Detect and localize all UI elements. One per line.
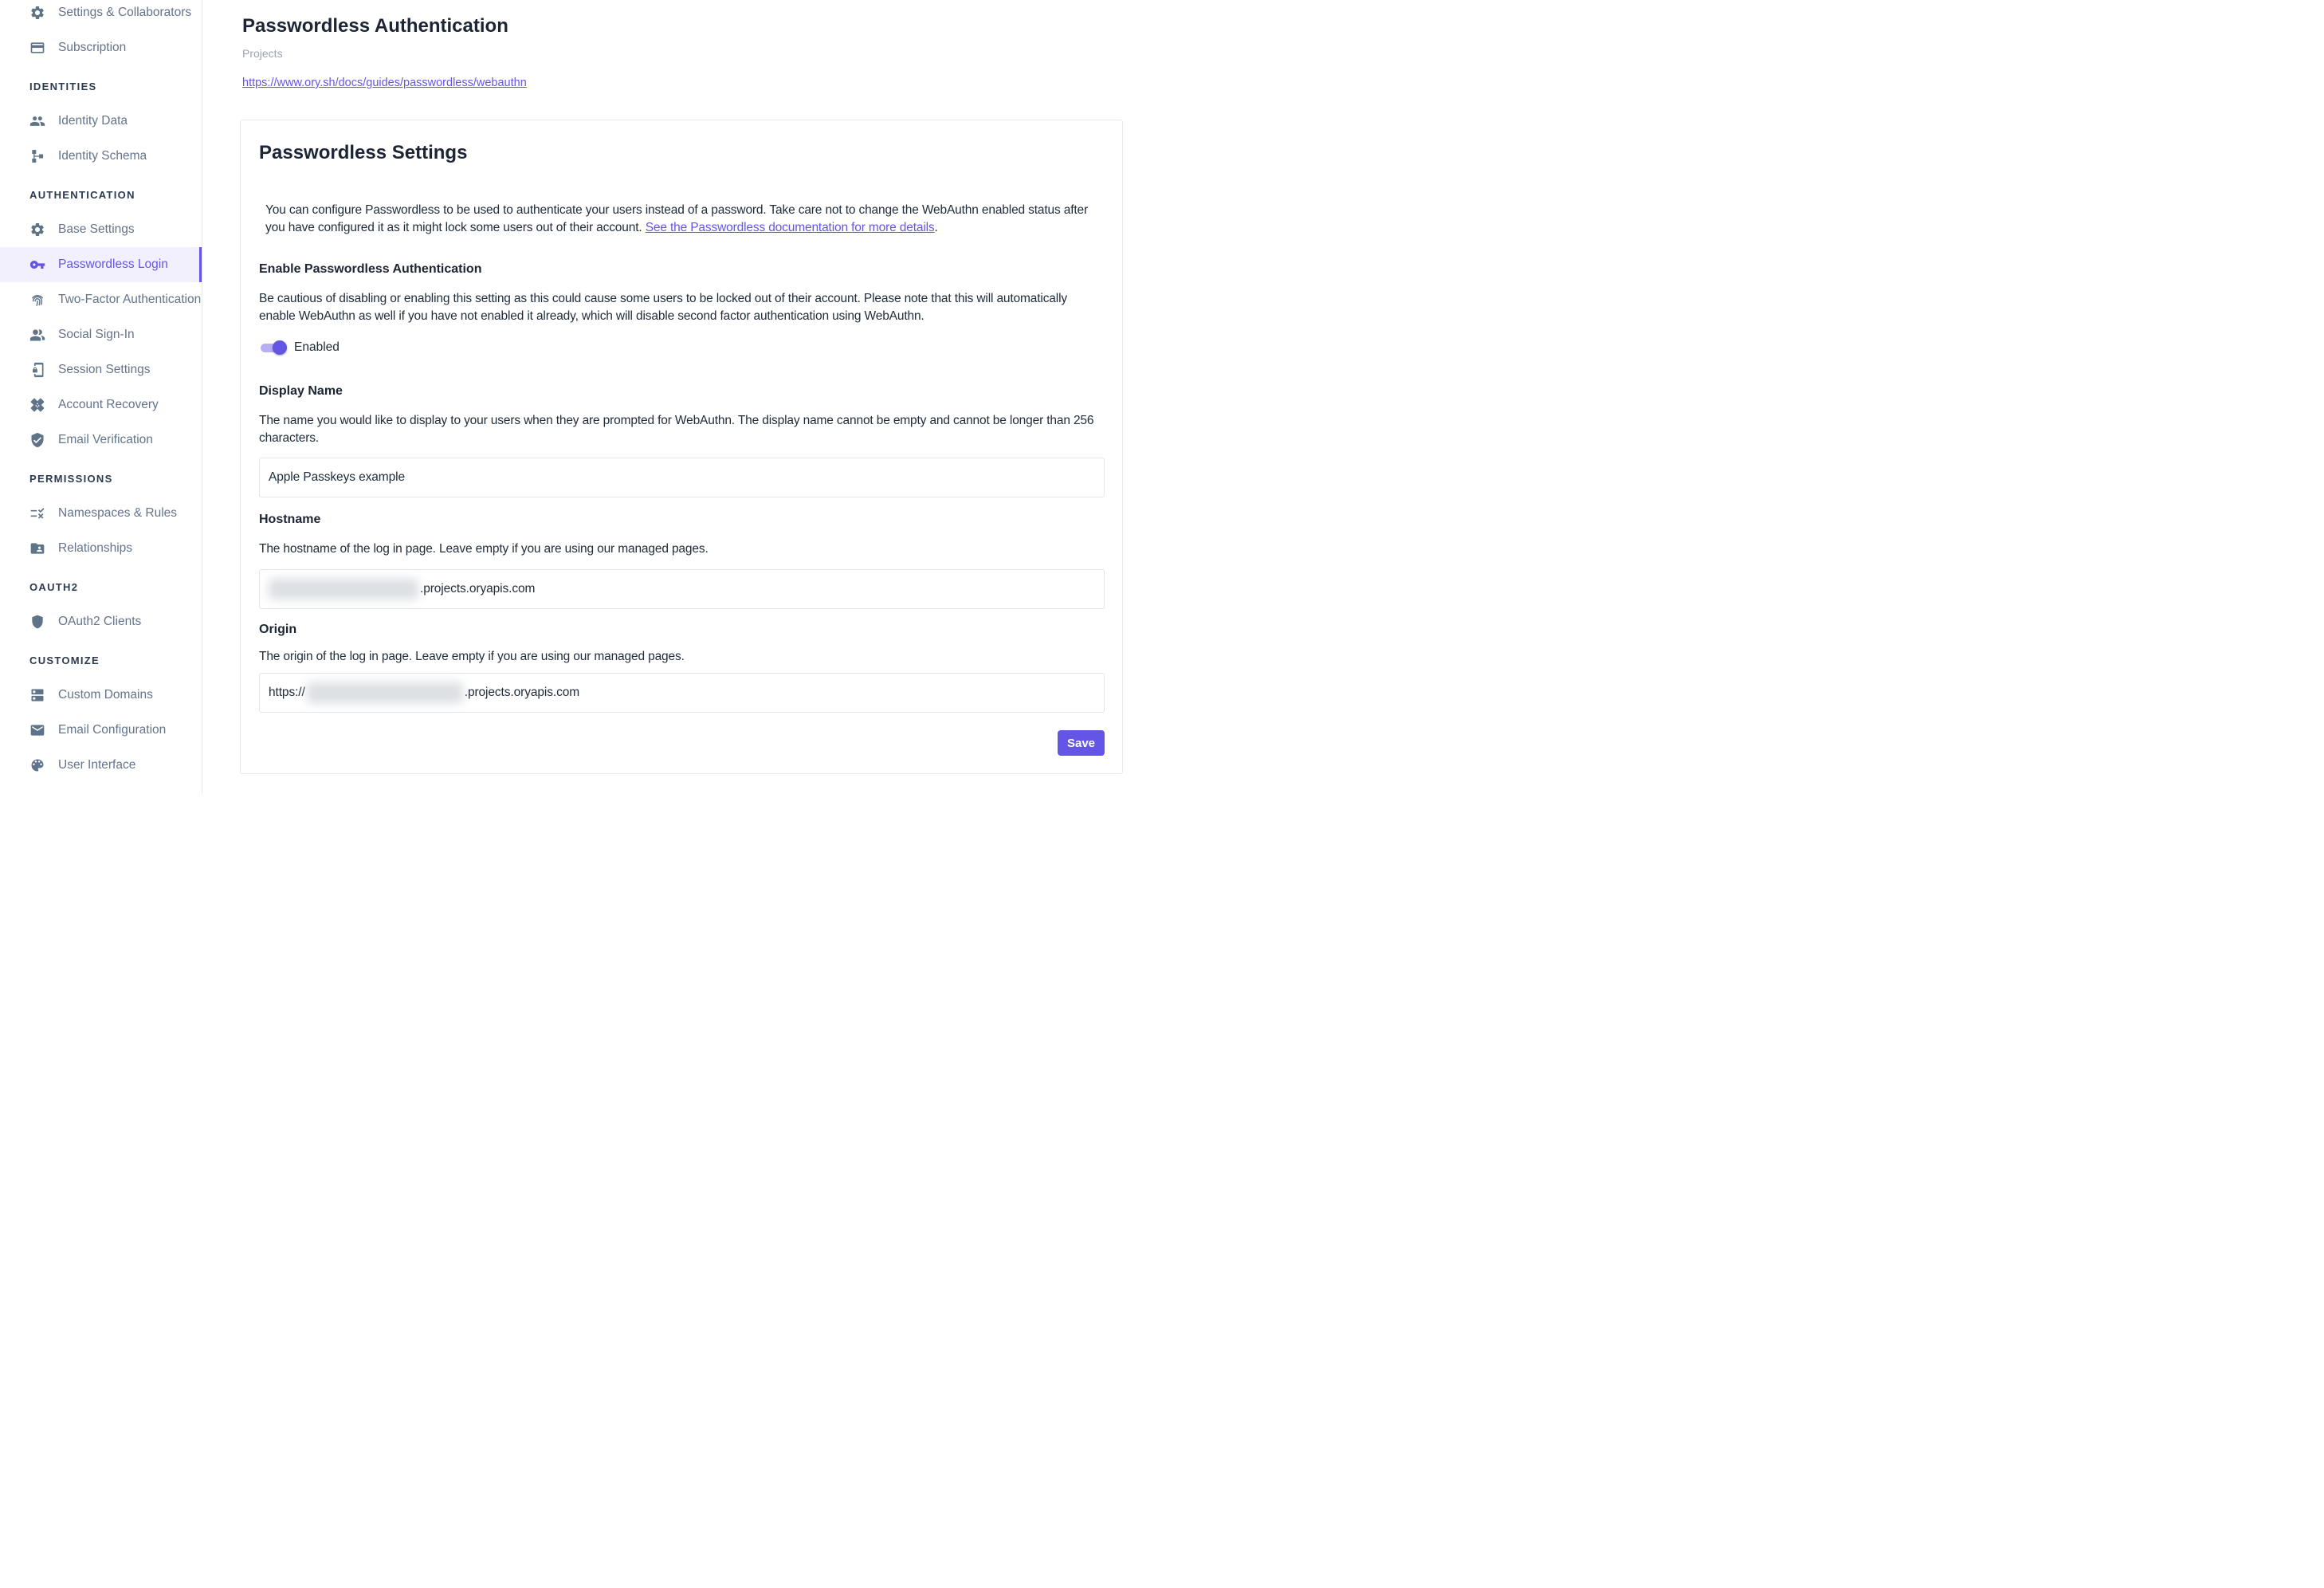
fingerprint-icon xyxy=(29,292,45,308)
sidebar-item-label: Email Configuration xyxy=(58,723,167,737)
sidebar-item-label: Relationships xyxy=(58,541,133,555)
enable-passwordless-heading: Enable Passwordless Authentication xyxy=(259,262,482,276)
intro-text-suffix: . xyxy=(934,220,938,234)
rule-icon xyxy=(29,505,45,521)
sidebar-item-session-settings[interactable] xyxy=(0,352,202,387)
shield-icon xyxy=(29,614,45,630)
sidebar-item-label: Email Verification xyxy=(58,433,153,446)
sidebar-item-identity-data[interactable] xyxy=(0,104,202,139)
card-actions xyxy=(259,730,1105,756)
display-name-heading: Display Name xyxy=(259,384,343,398)
dns-icon xyxy=(29,687,45,703)
sidebar-section-header-authentication: AUTHENTICATION xyxy=(29,189,135,201)
origin-input[interactable] xyxy=(259,673,1105,713)
toggle-state-label: Enabled xyxy=(294,340,340,354)
origin-heading: Origin xyxy=(259,622,297,636)
origin-description: The origin of the log in page. Leave empty if you are using our managed pages. xyxy=(259,649,685,663)
credit-card-icon xyxy=(29,40,45,56)
display-name-description: The name you would like to display to your users when they are prompted for WebAuthn. The display name cannot be empty and cannot be longer than 256 characters. xyxy=(259,414,1094,445)
sidebar xyxy=(0,0,202,794)
sidebar-section-header-customize: CUSTOMIZE xyxy=(29,654,100,666)
device-lock-icon xyxy=(29,362,45,378)
sidebar-item-email-verification[interactable] xyxy=(0,423,202,458)
sidebar-item-identity-schema[interactable] xyxy=(0,139,202,174)
sidebar-item-label: Identity Schema xyxy=(58,149,147,163)
passwordless-toggle[interactable] xyxy=(261,340,287,356)
card-title: Passwordless Settings xyxy=(259,142,468,163)
sidebar-item-email-configuration[interactable] xyxy=(0,713,202,748)
page-title: Passwordless Authentication xyxy=(242,15,508,37)
palette-icon xyxy=(29,757,45,773)
healing-icon xyxy=(29,397,45,413)
schema-icon xyxy=(29,148,45,164)
redacted-hostname-slug xyxy=(269,579,418,599)
sidebar-item-account-recovery[interactable] xyxy=(0,387,202,423)
sidebar-item-base-settings[interactable] xyxy=(0,212,202,247)
enable-passwordless-description: Be cautious of disabling or enabling this setting as this could cause some users to be locked out of their account. Please note that this will automatically enable WebAuthn as well if you have not enabled it already, which will disable second factor authentication using WebAuthn. xyxy=(259,292,1067,323)
hostname-heading: Hostname xyxy=(259,513,321,526)
sidebar-item-label: Subscription xyxy=(58,41,127,54)
sidebar-item-label: Session Settings xyxy=(58,363,151,376)
people-icon xyxy=(29,113,45,129)
sidebar-section-header-oauth2: OAUTH2 xyxy=(29,581,79,593)
origin-suffix: .projects.oryapis.com xyxy=(464,686,580,699)
save-button[interactable]: Save xyxy=(1058,730,1105,756)
sidebar-item-label: OAuth2 Clients xyxy=(58,615,142,628)
hostname-input[interactable] xyxy=(259,569,1105,609)
documentation-link[interactable]: https://www.ory.sh/docs/guides/passwordless/webauthn xyxy=(242,77,527,89)
gear-icon xyxy=(29,222,45,238)
sidebar-item-custom-domains[interactable] xyxy=(0,678,202,713)
sidebar-item-label: User Interface xyxy=(58,758,136,772)
sidebar-item-relationships[interactable] xyxy=(0,531,202,566)
people-alt-icon xyxy=(29,327,45,343)
sidebar-nav xyxy=(0,0,202,783)
sidebar-item-settings-collaborators[interactable] xyxy=(0,0,202,30)
intro-text xyxy=(265,202,1105,236)
folder-shared-icon xyxy=(29,540,45,556)
display-name-input[interactable] xyxy=(259,458,1105,497)
main-content xyxy=(202,0,1162,794)
sidebar-item-passwordless-login[interactable] xyxy=(0,247,202,282)
sidebar-item-label: Passwordless Login xyxy=(58,257,168,271)
redacted-origin-slug xyxy=(307,682,463,703)
sidebar-item-label: Identity Data xyxy=(58,114,128,128)
sidebar-item-label: Base Settings xyxy=(58,222,135,236)
sidebar-item-user-interface[interactable] xyxy=(0,748,202,783)
sidebar-item-namespaces-rules[interactable] xyxy=(0,496,202,531)
passwordless-docs-link[interactable]: See the Passwordless documentation for more details xyxy=(645,220,935,234)
sidebar-section-header-identities: IDENTITIES xyxy=(29,81,97,92)
sidebar-item-two-factor-authentication[interactable] xyxy=(0,282,202,317)
sidebar-item-label: Social Sign-In xyxy=(58,328,135,341)
passwordless-settings-card xyxy=(240,120,1123,774)
sidebar-item-label: Settings & Collaborators xyxy=(58,6,192,19)
intro-text-body: You can configure Passwordless to be used to authenticate your users instead of a password. Take care not to change the WebAuthn enabled status after you have configured it as it might lock some users out of their account. xyxy=(265,203,1089,234)
gear-icon xyxy=(29,5,45,21)
sidebar-item-label: Account Recovery xyxy=(58,398,159,411)
shield-check-icon xyxy=(29,432,45,448)
sidebar-item-oauth2-clients[interactable] xyxy=(0,604,202,639)
hostname-description: The hostname of the log in page. Leave empty if you are using our managed pages. xyxy=(259,542,709,556)
sidebar-item-subscription[interactable] xyxy=(0,30,202,65)
toggle-knob xyxy=(273,340,287,355)
key-icon xyxy=(29,257,45,273)
sidebar-item-label: Two-Factor Authentication xyxy=(58,293,202,306)
mail-icon xyxy=(29,722,45,738)
sidebar-item-label: Namespaces & Rules xyxy=(58,506,178,520)
origin-prefix: https:// xyxy=(269,686,305,699)
app-root xyxy=(0,0,1162,794)
sidebar-section-header-permissions: PERMISSIONS xyxy=(29,473,113,485)
enable-toggle-row xyxy=(259,340,1105,356)
hostname-suffix: .projects.oryapis.com xyxy=(420,581,536,596)
breadcrumb: Projects xyxy=(242,47,283,60)
sidebar-item-social-sign-in[interactable] xyxy=(0,317,202,352)
sidebar-item-label: Custom Domains xyxy=(58,688,153,702)
